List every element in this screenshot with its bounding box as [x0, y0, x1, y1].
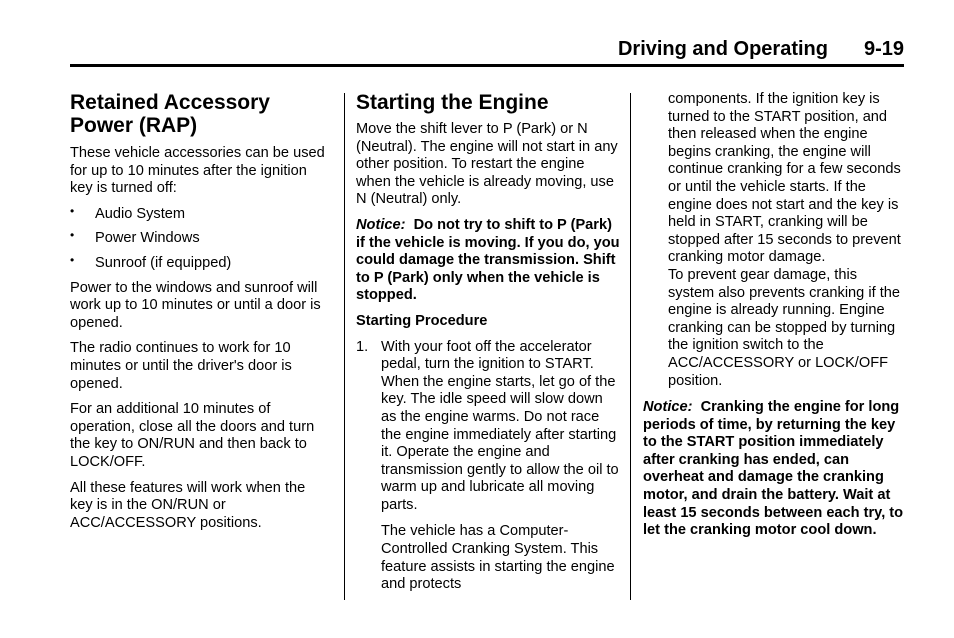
- rap-paragraph-windows: Power to the windows and sunroof will work up to 10 minutes or until a door is opened.: [70, 279, 321, 331]
- list-item-label: Sunroof (if equipped): [95, 254, 232, 271]
- list-item-label: Power Windows: [95, 230, 200, 247]
- column-continued: [643, 91, 905, 548]
- step-1-text: With your foot off the accelerator pedal, turn the ignition to START. When the engine starts, let go of the key. The idle speed will slow down as the engine warms. Do not race the engine immediately after starting it. Operate the engine and transmission gently to allow the oil to warm up and lubricate all moving parts.: [381, 338, 619, 513]
- list-item: [70, 252, 325, 273]
- step-1-continued: [643, 91, 905, 390]
- accessory-list: [70, 203, 325, 273]
- column-starting-engine: [356, 90, 620, 602]
- column-retained-accessory-power: [70, 90, 325, 540]
- rap-paragraph-additional: For an additional 10 minutes of operation, close all the doors and turn the key to ON/RUN and then back to LOCK/OFF.: [70, 401, 315, 470]
- list-item: [70, 203, 325, 224]
- notice-cranking: [643, 399, 905, 540]
- section-title: Driving and Operating: [617, 38, 828, 60]
- page-header: [70, 36, 904, 66]
- bullet-icon: •: [70, 203, 75, 218]
- step-number: 1.: [356, 338, 369, 355]
- page-number: 9-19: [863, 38, 904, 60]
- notice-text: Cranking the engine for long periods of time, by returning the key to the START position immediately after cranking has ended, can overheat and damage the cranking motor, and drain the battery. Wait at least 15 seconds between each try, to let the cranking motor cool down.: [643, 399, 904, 539]
- header-rule: [70, 64, 904, 67]
- step-1: [356, 339, 620, 594]
- notice-shift: [356, 217, 620, 305]
- rap-intro: These vehicle accessories can be used for up to 10 minutes after the ignition key is turned off:: [70, 145, 325, 197]
- gear-damage-text: To prevent gear damage, this system also prevents cranking if the engine is already running. Engine cranking can be stopped by turning the ignition switch to the ACC/ACCESSORY or LOCK/OFF position.: [668, 266, 900, 389]
- subheading-starting-procedure: Starting Procedure: [356, 312, 488, 329]
- bullet-icon: •: [70, 252, 75, 267]
- heading-starting-engine: Starting the Engine: [356, 91, 549, 114]
- heading-rap: Retained Accessory Power (RAP): [70, 91, 270, 137]
- rap-paragraph-features: All these features will work when the key is in the ON/RUN or ACC/ACCESSORY positions.: [70, 479, 306, 531]
- column-divider-2: [630, 93, 631, 600]
- list-item-label: Audio System: [95, 205, 186, 222]
- cranking-system-text: components. If the ignition key is turned to the START position, and then released when the engine begins cranking, the engine will continue cranking for a few seconds or until the vehicle starts. If the engine does not start and the key is held in START, cranking will be stopped after 15 seconds to prevent cranking motor damage.: [668, 91, 901, 266]
- step-1-note: The vehicle has a Computer-Controlled Cranking System. This feature assists in starting the engine and protects: [381, 523, 615, 593]
- rap-paragraph-radio: The radio continues to work for 10 minutes or until the driver's door is opened.: [70, 340, 292, 392]
- bullet-icon: •: [70, 228, 75, 243]
- starting-intro: Move the shift lever to P (Park) or N (Neutral). The engine will not start in any other position. To restart the engine when the vehicle is already moving, use N (Neutral) only.: [356, 121, 618, 208]
- notice-text: Do not try to shift to P (Park) if the vehicle is moving. If you do, you could damage the transmission. Shift to P (Park) only when the vehicle is stopped.: [356, 216, 620, 304]
- list-item: [70, 230, 325, 248]
- procedure-steps: [356, 339, 620, 594]
- notice-label: Notice:: [643, 399, 693, 416]
- notice-label: Notice:: [356, 216, 406, 233]
- column-divider-1: [344, 93, 345, 600]
